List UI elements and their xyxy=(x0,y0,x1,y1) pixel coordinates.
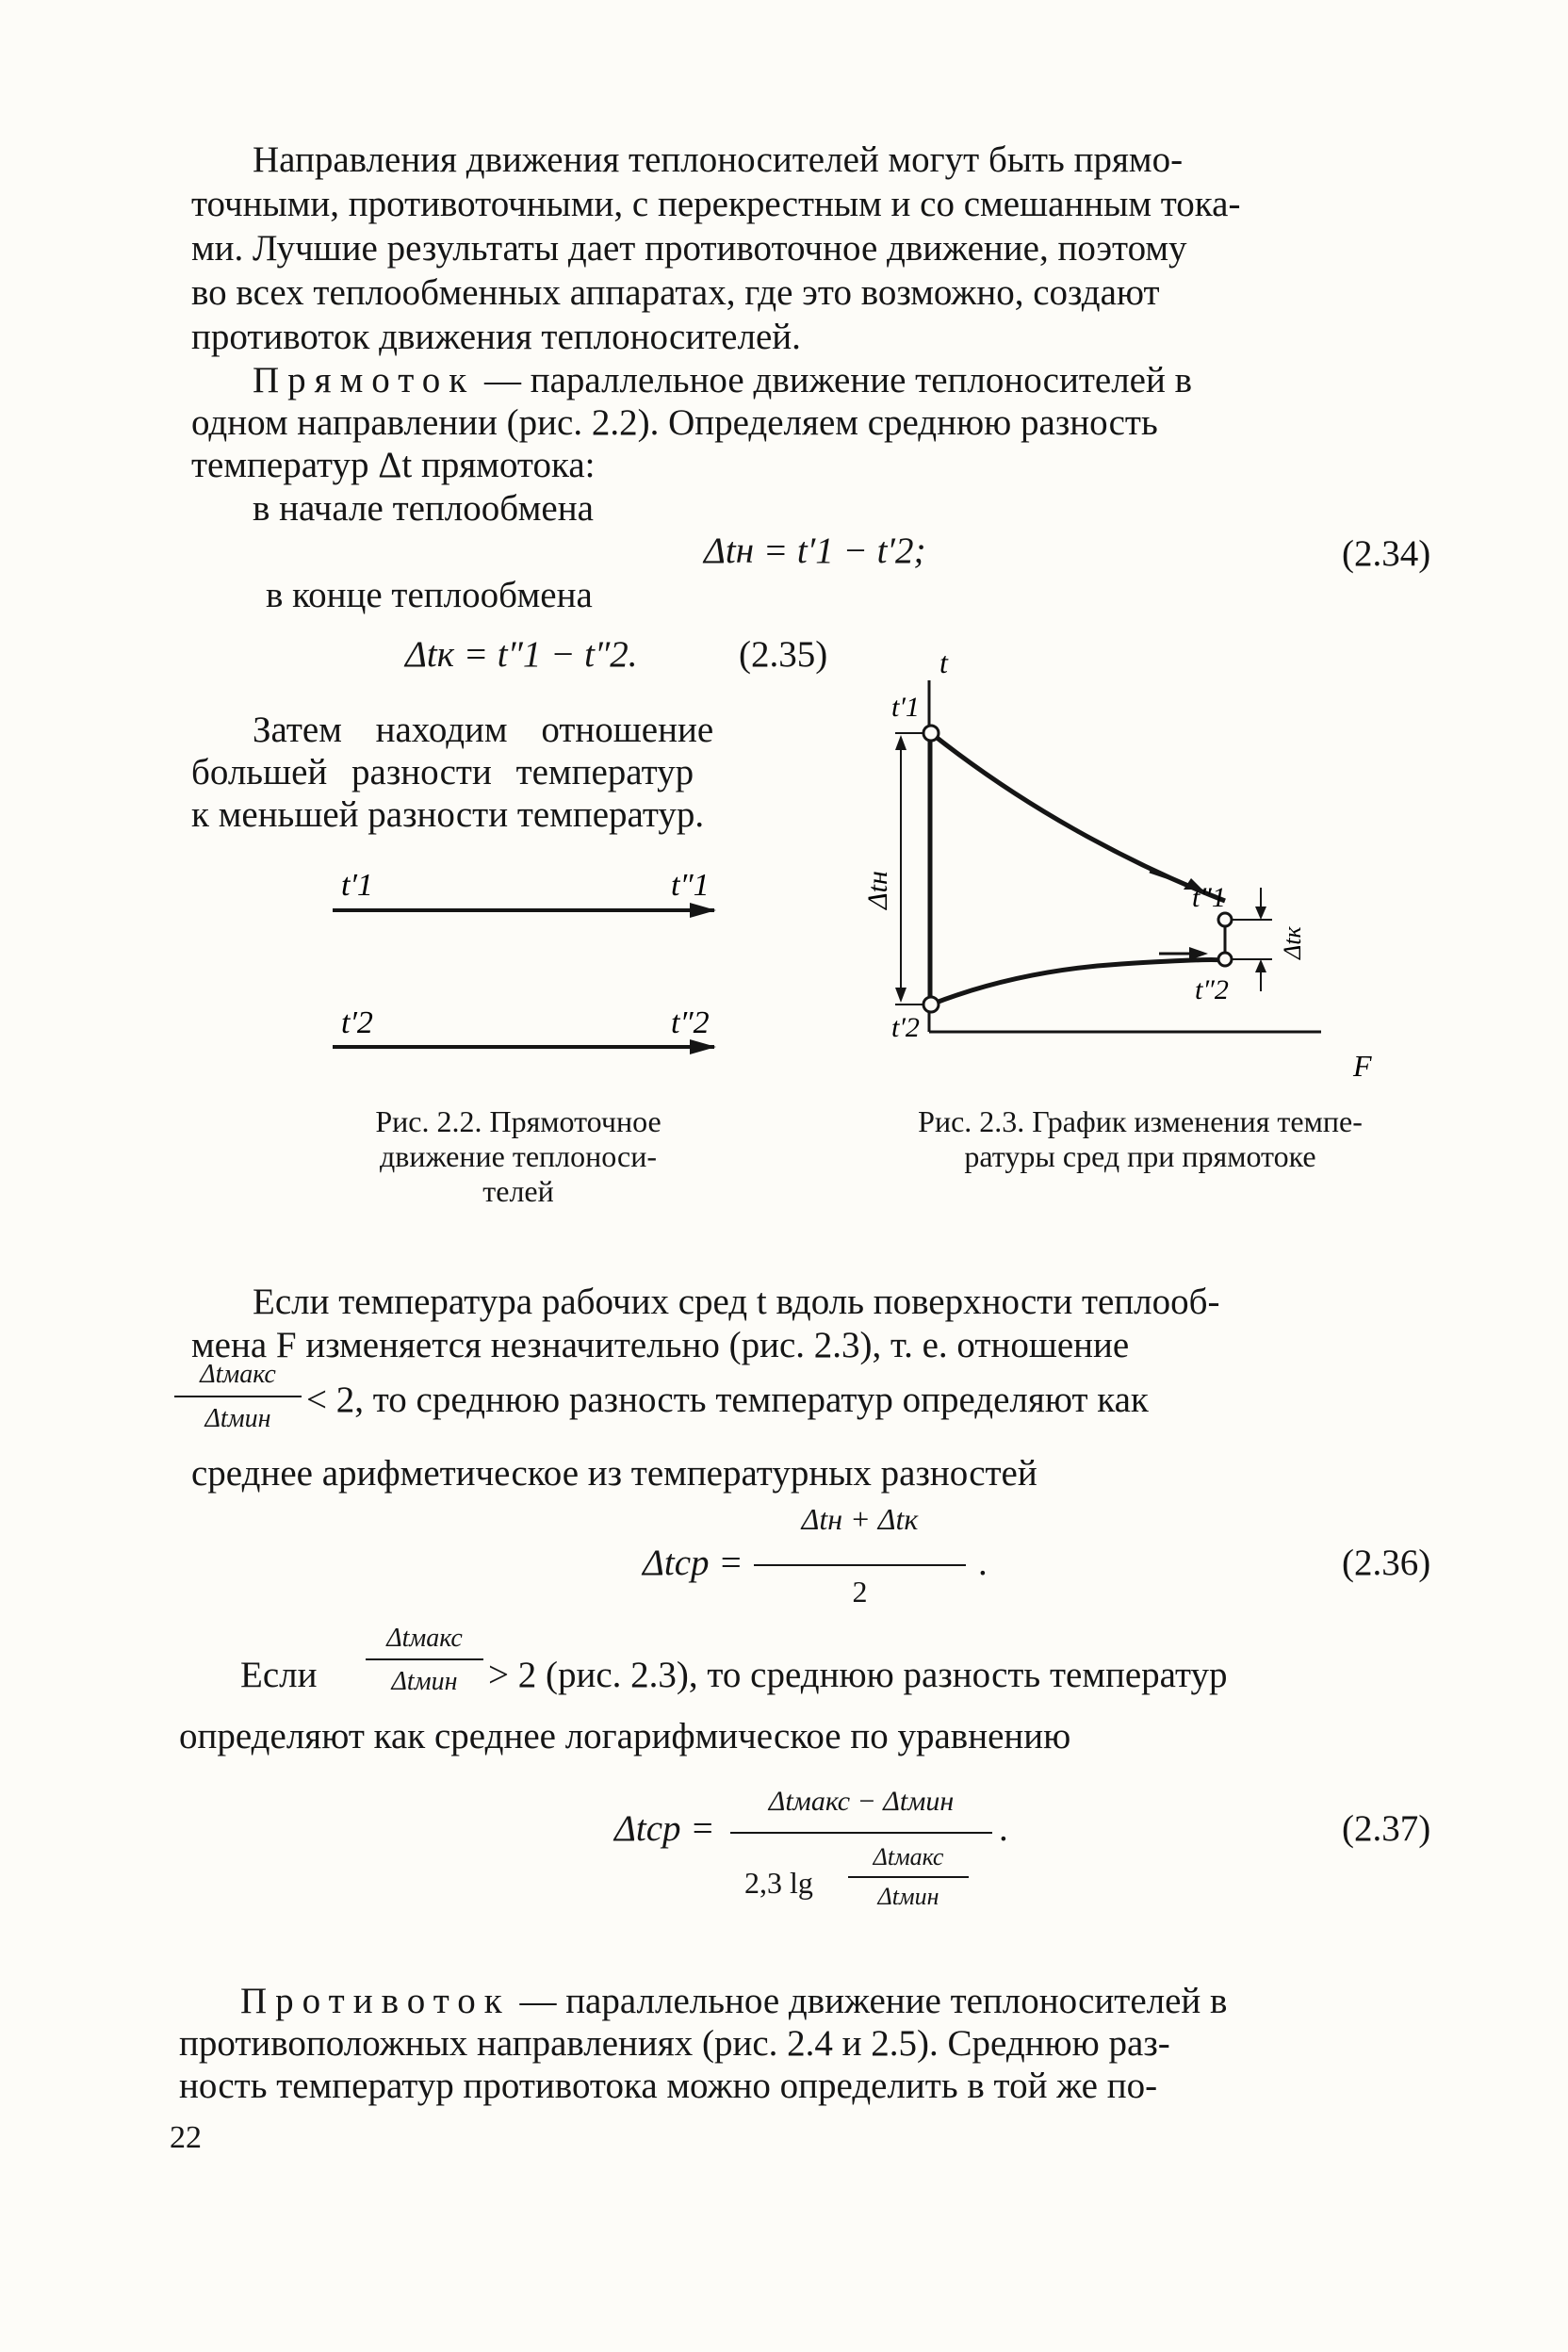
equation-lhs: Δtср = xyxy=(643,1543,743,1583)
text-line: среднее арифметическое из температурных разностей xyxy=(191,1453,1037,1494)
nested-denominator: Δtмин xyxy=(877,1883,939,1910)
point-t2-start xyxy=(923,997,939,1012)
ratio-denominator: Δtмин xyxy=(391,1667,458,1696)
fraction-bar xyxy=(366,1658,483,1660)
equation-lhs: Δtср = xyxy=(614,1808,715,1849)
caption-line: движение теплоноси- xyxy=(379,1139,658,1173)
figure-2-3 xyxy=(829,641,1442,1084)
equation-number-2-37: (2.37) xyxy=(1342,1808,1431,1849)
point-t2-end xyxy=(1218,953,1232,966)
label-dt-end: Δtк xyxy=(1279,926,1306,959)
end-label: в конце теплообмена xyxy=(266,575,593,615)
label-t2-end: t″2 xyxy=(671,1005,710,1040)
equation-number-2-35: (2.35) xyxy=(739,634,828,675)
equation-denominator-prefix: 2,3 lg xyxy=(744,1866,813,1900)
text-line: противоположных направлениях (рис. 2.4 и 2.5). Среднюю раз- xyxy=(179,2023,1170,2064)
axis-label-t: t xyxy=(939,645,948,679)
equation-2-34: Δtн = t′1 − t′2; xyxy=(704,531,926,571)
fraction-bar xyxy=(754,1564,966,1566)
axis-label-f: F xyxy=(1353,1049,1372,1083)
start-label: в начале теплообмена xyxy=(253,488,594,529)
equation-number-2-36: (2.36) xyxy=(1342,1543,1431,1583)
label-t1-start: t′1 xyxy=(341,868,373,903)
text-line: > 2 (рис. 2.3), то среднюю разность температур xyxy=(488,1655,1228,1695)
text-line: большей разности температур xyxy=(191,752,694,792)
point-t1-start xyxy=(923,726,939,741)
text-line: — параллельное движение теплоносителей в xyxy=(519,1981,1228,2021)
text-line: Затем находим отношение xyxy=(253,710,714,750)
arrow-head-icon xyxy=(1255,959,1266,972)
text-line: Если температура рабочих сред t вдоль поверхности теплооб- xyxy=(253,1282,1220,1322)
term-direct-flow: Прямоток xyxy=(253,360,476,400)
label-t1-end: t″1 xyxy=(1192,882,1226,913)
equation-numerator: Δtн + Δtк xyxy=(801,1502,919,1536)
text-line: — параллельное движение теплоносителей в xyxy=(484,360,1193,400)
text-line: ми. Лучшие результаты дает противоточное движение, поэтому xyxy=(191,228,1187,269)
ratio-denominator: Δtмин xyxy=(204,1404,271,1433)
ratio-numerator: Δtмакс xyxy=(386,1624,463,1653)
text-line: точными, противоточными, с перекрестным и со смешанным тока- xyxy=(191,184,1241,224)
arrow-head-icon xyxy=(1255,906,1266,920)
label-dt-start: Δtн xyxy=(862,871,893,909)
equation-denominator: 2 xyxy=(852,1575,868,1609)
ratio-numerator: Δtмакс xyxy=(200,1360,276,1389)
equation-2-35: Δtк = t″1 − t″2. xyxy=(405,634,638,675)
text-line: < 2, то среднюю разность температур определяют как xyxy=(306,1380,1149,1420)
arrow-head-icon xyxy=(895,735,906,750)
page-number: 22 xyxy=(170,2120,202,2155)
caption-line: Рис. 2.3. График изменения темпе- xyxy=(918,1104,1363,1138)
curve-cold-medium xyxy=(931,960,1225,1004)
fraction-bar xyxy=(848,1876,969,1878)
arrow-head-icon xyxy=(895,988,906,1003)
equation-numerator: Δtмакс − Δtмин xyxy=(768,1786,955,1817)
text-line: к меньшей разности температур. xyxy=(191,794,705,835)
label-t1-start: t′1 xyxy=(891,692,920,723)
fraction-bar xyxy=(730,1832,992,1834)
point-t1-end xyxy=(1218,913,1232,926)
text-line: противоток движения теплоносителей. xyxy=(191,317,801,357)
text-line: одном направлении (рис. 2.2). Определяем среднюю разность xyxy=(191,402,1158,443)
text-line: Направления движения теплоносителей могут быть прямо- xyxy=(253,139,1184,180)
label-t1-end: t″1 xyxy=(671,868,710,903)
label-t2-end: t″2 xyxy=(1195,974,1229,1005)
caption-line: телей xyxy=(482,1174,554,1208)
curve-hot-medium xyxy=(931,733,1225,901)
text-fragment: Если xyxy=(240,1655,318,1695)
text-line: во всех теплообменных аппаратах, где это возможно, создают xyxy=(191,272,1160,313)
caption-line: Рис. 2.2. Прямоточное xyxy=(375,1104,662,1138)
term-counter-flow: Противоток xyxy=(240,1981,511,2021)
label-t2-start: t′2 xyxy=(341,1005,373,1040)
text-line: определяют как среднее логарифмическое по уравнению xyxy=(179,1716,1071,1756)
caption-line: ратуры сред при прямотоке xyxy=(964,1139,1316,1173)
equation-number-2-34: (2.34) xyxy=(1342,533,1431,574)
arrow-head-icon xyxy=(690,903,716,918)
nested-numerator: Δtмакс xyxy=(873,1843,944,1870)
text-line: ность температур противотока можно определить в той же по- xyxy=(179,2066,1158,2106)
text-line: температур Δt прямотока: xyxy=(191,445,596,485)
label-t2-start: t′2 xyxy=(891,1012,920,1043)
text-line: мена F изменяется незначительно (рис. 2.3), т. е. отношение xyxy=(191,1325,1130,1365)
arrow-head-icon xyxy=(690,1039,716,1054)
figure-2-2 xyxy=(320,858,735,1070)
fraction-bar xyxy=(174,1396,302,1397)
